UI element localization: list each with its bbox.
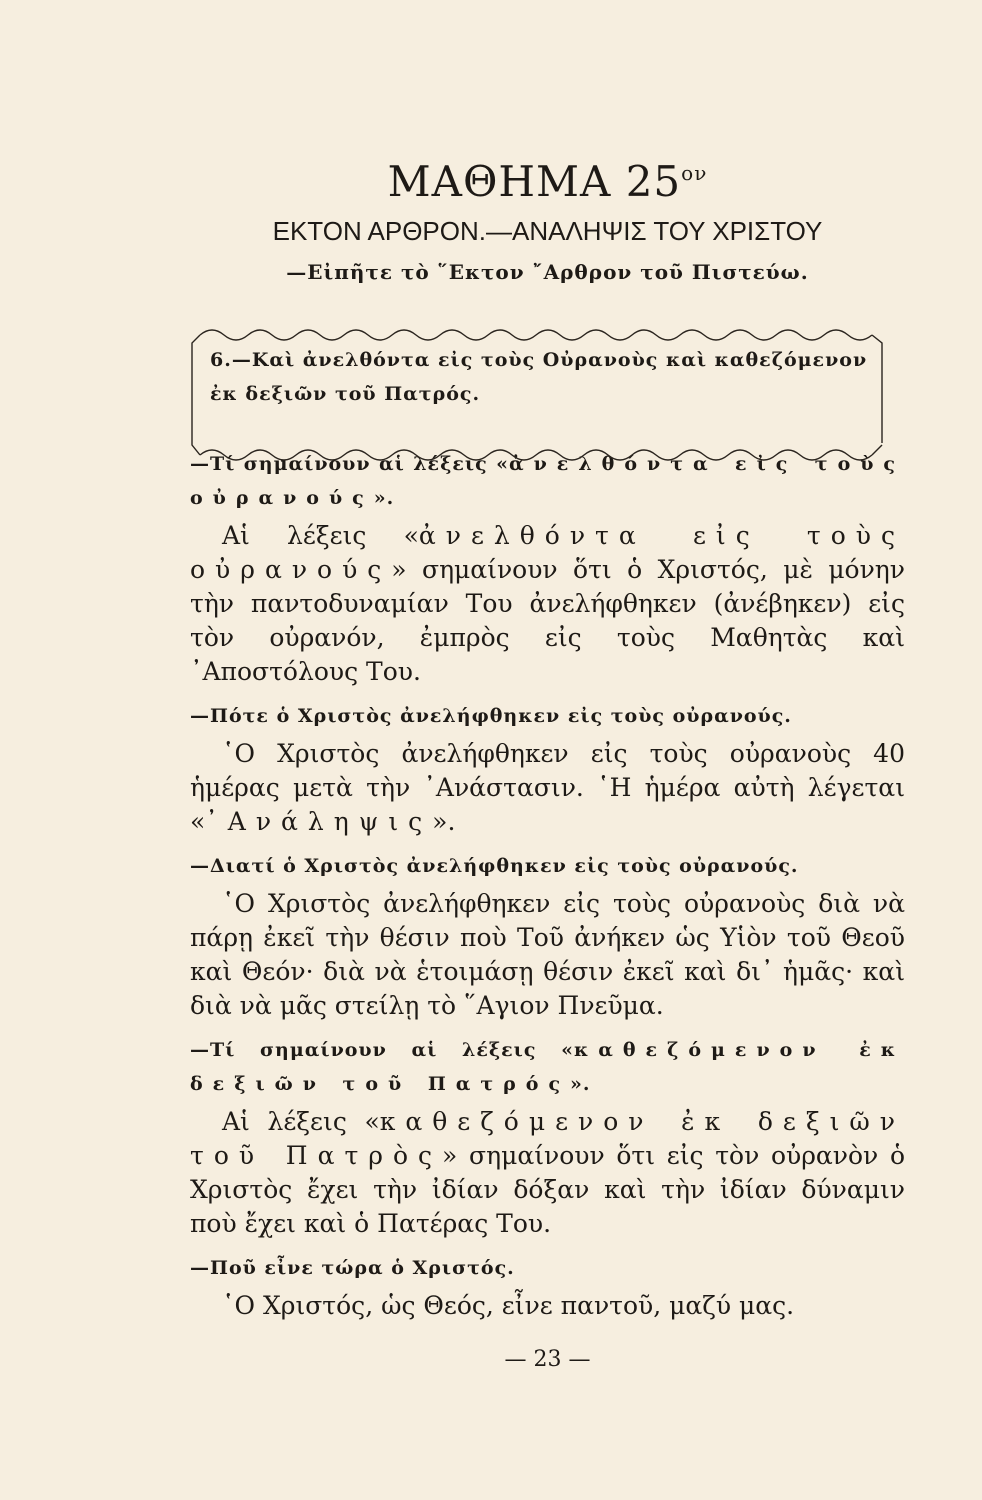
lesson-title-text: ΜΑΘΗΜΑ 25 (387, 157, 682, 206)
answer-4-post: » σημαίνουν ὅτι εἰς τὸν οὐρανὸν ὁ Χριστὸς ἔχει τὴν ἰδίαν δόξαν καὶ τὴν ἰδίαν δύναμιν ποὺ ἔχει καὶ ὁ Πατέρας Του. (190, 1141, 905, 1238)
answer-3: ῾Ο Χριστὸς ἀνελήφθηκεν εἰς τοὺς οὐρανοὺς διὰ νὰ πάρῃ ἐκεῖ τὴν θέσιν ποὺ Τοῦ ἀνήκεν ὡς Υἱὸν τοῦ Θεοῦ καὶ Θεόν· διὰ νὰ ἑτοιμάσῃ θέσιν ἐκεῖ καὶ δι᾿ ἡμᾶς· καὶ διὰ νὰ μᾶς στείλῃ τὸ ῞Αγιον Πνεῦμα. (190, 889, 905, 1020)
question-1-pre: —Τί σημαίνουν αἱ λέξεις « (190, 453, 509, 475)
answer-4-spaced: καθεζόμενον ἐκ δεξιῶν τοῦ Πατρὸς (190, 1107, 905, 1170)
answer-4 (190, 1105, 905, 1241)
answer-1-pre: Αἱ λέξεις « (222, 521, 419, 550)
question-4-spaced: καθεζόμενον ἐκ δεξιῶν τοῦ Πατρός (190, 1039, 905, 1095)
article-text: 6.—Καὶ ἀνελθόντα εἰς τοὺς Οὐρανοὺς καὶ καθεζόμενον ἐκ δεξιῶν τοῦ Πατρός. (210, 349, 868, 405)
answer-2-pre: ῾Ο Χριστὸς ἀνελήφθηκεν εἰς τοὺς οὐρανοὺς 40 ἡμέρας μετὰ τὴν ᾿Ανάστασιν. ῾Η ἡμέρα αὐτὴ λέγεται « (190, 739, 905, 836)
lesson-title-sup: ον (681, 161, 708, 185)
question-4-pre: —Τί σημαίνουν αἱ λέξεις « (190, 1039, 574, 1061)
page (190, 140, 905, 1375)
question-1-spaced: ἀνελθόντα εἰς τοὺς οὐρανούς (190, 453, 905, 509)
instruction: —Εἰπῆτε τὸ ῞Εκτον ῎Αρθρον τοῦ Πιστεύω. (286, 260, 809, 284)
question-5: —Ποῦ εἶνε τώρα ὁ Χριστός. (190, 1257, 515, 1279)
answer-4-pre: Αἱ λέξεις « (222, 1107, 380, 1136)
answer-1 (190, 519, 905, 689)
lesson-title (190, 146, 905, 209)
section-subtitle: ΕΚΤΟΝ ΑΡΘΡΟΝ.—ΑΝΑΛΗΨΙΣ ΤΟΥ ΧΡΙΣΤΟΥ (272, 216, 823, 246)
answer-1-post: » σημαίνουν ὅτι ὁ Χριστός, μὲ μόνην τὴν παντοδυναμίαν Του ἀνελήφθηκεν (ἀνέβηκεν) εἰς τὸν οὐρανόν, ἐμπρὸς εἰς τοὺς Μαθητὰς καὶ ᾿Αποστόλους Του. (190, 555, 905, 686)
page-number: — 23 — (504, 1347, 591, 1372)
answer-2-spaced: ᾿Ανάληψις (205, 807, 433, 836)
answer-5: ῾Ο Χριστός, ὡς Θεός, εἶνε παντοῦ, μαζύ μας. (222, 1291, 795, 1320)
question-2: —Πότε ὁ Χριστὸς ἀνελήφθηκεν εἰς τοὺς οὐρανούς. (190, 705, 792, 727)
question-1-post: ». (373, 487, 395, 509)
article-box (190, 321, 895, 437)
answer-2-post: ». (432, 807, 456, 836)
question-3: —Διατί ὁ Χριστὸς ἀνελήφθηκεν εἰς τοὺς οὐρανούς. (190, 855, 799, 877)
answer-1-spaced: ἀνελθόντα εἰς τοὺς οὐρανούς (190, 521, 905, 584)
question-4-post: ». (570, 1073, 591, 1095)
answer-2 (190, 737, 905, 839)
question-4 (190, 1033, 905, 1101)
